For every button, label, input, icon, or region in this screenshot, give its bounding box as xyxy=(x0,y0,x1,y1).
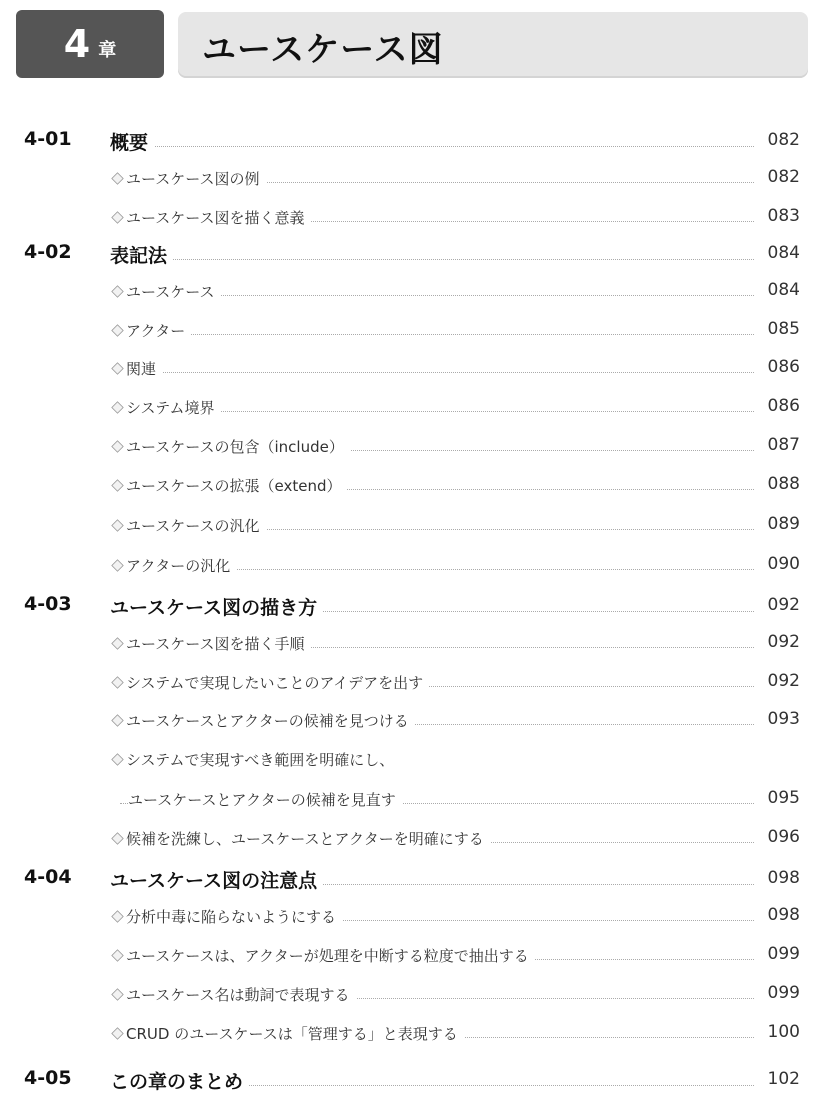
diamond-bullet-icon xyxy=(111,362,123,374)
page-number: 095 xyxy=(756,788,800,808)
page-number: 092 xyxy=(756,595,800,615)
toc-item-label: ユースケースの汎化 xyxy=(126,517,260,535)
toc-item-label: ユースケース xyxy=(126,283,215,301)
toc-item-text xyxy=(112,710,415,731)
toc-item-text xyxy=(112,672,429,693)
toc-item-row[interactable] xyxy=(0,670,818,696)
toc-item-label: アクター xyxy=(126,322,186,340)
section-number: 4-01 xyxy=(24,128,72,150)
diamond-bullet-icon xyxy=(111,172,123,184)
page-number: 088 xyxy=(756,474,800,494)
section-number: 4-04 xyxy=(24,866,72,888)
toc-item-label: ユースケース図を描く意義 xyxy=(126,209,305,227)
diamond-bullet-icon xyxy=(111,714,123,726)
page-number: 100 xyxy=(756,1022,800,1042)
page-number: 086 xyxy=(756,357,800,377)
toc-item-label: ユースケースとアクターの候補を見直す xyxy=(128,791,396,809)
section-title: 表記法 xyxy=(110,241,173,268)
diamond-bullet-icon xyxy=(111,440,123,452)
toc-item-text xyxy=(112,168,266,189)
toc-item-text xyxy=(112,320,191,341)
toc-item-text xyxy=(112,945,535,966)
toc-item-text xyxy=(112,555,236,576)
toc-item-row[interactable] xyxy=(0,318,818,344)
toc-item-label: ユースケースは、アクターが処理を中断する粒度で抽出する xyxy=(126,947,529,965)
toc-item-text xyxy=(112,281,221,302)
toc-item-text xyxy=(112,515,266,536)
page-number: 086 xyxy=(756,396,800,416)
toc-item-text xyxy=(112,1023,464,1044)
diamond-bullet-icon xyxy=(111,479,123,491)
page-number: 084 xyxy=(756,243,800,263)
page-number: 090 xyxy=(756,554,800,574)
diamond-bullet-icon xyxy=(111,559,123,571)
toc-item-label: システム境界 xyxy=(126,399,215,417)
toc-item-label: ユースケースの拡張（extend） xyxy=(126,477,342,495)
page-number: 089 xyxy=(756,514,800,534)
toc-item-row[interactable] xyxy=(0,826,818,852)
dot-leader xyxy=(120,334,754,335)
chapter-suffix: 章 xyxy=(98,40,117,61)
toc-item-label: CRUD のユースケースは「管理する」と表現する xyxy=(126,1025,458,1043)
toc-item-row[interactable] xyxy=(0,395,818,421)
dot-leader xyxy=(120,259,754,260)
dot-leader xyxy=(120,146,754,147)
diamond-bullet-icon xyxy=(111,519,123,531)
page-number: 099 xyxy=(756,983,800,1003)
section-number: 4-03 xyxy=(24,593,72,615)
toc-item-row[interactable] xyxy=(0,205,818,231)
toc-item-text xyxy=(112,436,350,457)
toc-item-text xyxy=(112,397,221,418)
page-number: 085 xyxy=(756,319,800,339)
diamond-bullet-icon xyxy=(111,1027,123,1039)
chapter-number: 4 xyxy=(63,22,91,66)
toc-item-label: ユースケース図の例 xyxy=(126,170,260,188)
page-number: 093 xyxy=(756,709,800,729)
toc-item-text xyxy=(112,633,311,654)
toc-item-label: ユースケースの包含（include） xyxy=(126,438,344,456)
page-number: 082 xyxy=(756,167,800,187)
diamond-bullet-icon xyxy=(111,637,123,649)
toc-item-label: 関連 xyxy=(126,360,157,378)
page-number: 098 xyxy=(756,905,800,925)
toc-item-row[interactable] xyxy=(0,747,818,773)
diamond-bullet-icon xyxy=(111,285,123,297)
toc-item-text xyxy=(112,749,400,770)
diamond-bullet-icon xyxy=(111,832,123,844)
toc-item-row[interactable] xyxy=(0,904,818,930)
section-title: ユースケース図の描き方 xyxy=(110,593,323,620)
page-number: 096 xyxy=(756,827,800,847)
toc-item-label: 候補を洗練し、ユースケースとアクターを明確にする xyxy=(126,830,484,848)
dot-leader xyxy=(120,372,754,373)
toc-item-row[interactable] xyxy=(0,553,818,579)
toc-item-row[interactable] xyxy=(0,473,818,499)
diamond-bullet-icon xyxy=(111,910,123,922)
toc-item-text xyxy=(112,358,162,379)
toc-section-row[interactable] xyxy=(0,128,818,158)
toc-item-label: アクターの汎化 xyxy=(126,557,231,575)
chapter-title: ユースケース図 xyxy=(202,30,444,70)
toc-item-text xyxy=(112,207,311,228)
toc-item-label: ユースケース図を描く手順 xyxy=(126,635,305,653)
toc-item-row[interactable] xyxy=(0,513,818,539)
toc-item-text xyxy=(112,475,347,496)
toc-item-label: ユースケースとアクターの候補を見つける xyxy=(126,712,409,730)
toc-item-text xyxy=(112,906,342,927)
section-title: この章のまとめ xyxy=(110,1067,249,1094)
toc-item-row[interactable] xyxy=(0,356,818,382)
page-number: 087 xyxy=(756,435,800,455)
section-title: ユースケース図の注意点 xyxy=(110,866,323,893)
section-number: 4-05 xyxy=(24,1067,72,1089)
toc-item-row[interactable] xyxy=(0,982,818,1008)
toc-item-text xyxy=(112,828,490,849)
chapter-header xyxy=(0,0,818,100)
toc-item-label: システムで実現すべき範囲を明確にし、 xyxy=(126,751,395,769)
page-number: 083 xyxy=(756,206,800,226)
toc-item-row[interactable] xyxy=(0,708,818,734)
diamond-bullet-icon xyxy=(111,676,123,688)
toc-item-row[interactable] xyxy=(0,631,818,657)
toc-item-row[interactable] xyxy=(0,166,818,192)
toc-item-continuation xyxy=(128,789,402,810)
toc-item-label: システムで実現したいことのアイデアを出す xyxy=(126,674,424,692)
section-number: 4-02 xyxy=(24,241,72,263)
toc-item-label: ユースケース名は動詞で表現する xyxy=(126,986,350,1004)
chapter-badge xyxy=(16,10,164,78)
page-number: 098 xyxy=(756,868,800,888)
toc-section-row[interactable] xyxy=(0,593,818,623)
diamond-bullet-icon xyxy=(111,211,123,223)
toc-item-row[interactable] xyxy=(0,434,818,460)
toc-item-row[interactable] xyxy=(0,1021,818,1047)
toc-item-row[interactable] xyxy=(0,279,818,305)
toc-item-row[interactable] xyxy=(0,943,818,969)
section-title: 概要 xyxy=(110,128,154,155)
chapter-title-box xyxy=(178,12,808,78)
page-number: 084 xyxy=(756,280,800,300)
toc-section-row[interactable] xyxy=(0,1067,818,1097)
toc-section-row[interactable] xyxy=(0,866,818,896)
page-number: 092 xyxy=(756,632,800,652)
page-number: 099 xyxy=(756,944,800,964)
diamond-bullet-icon xyxy=(111,988,123,1000)
page-number: 082 xyxy=(756,130,800,150)
diamond-bullet-icon xyxy=(111,324,123,336)
diamond-bullet-icon xyxy=(111,949,123,961)
toc-item-label: 分析中毒に陥らないようにする xyxy=(126,908,337,926)
toc-item-text xyxy=(112,984,356,1005)
page-number: 092 xyxy=(756,671,800,691)
page-number: 102 xyxy=(756,1069,800,1089)
diamond-bullet-icon xyxy=(111,401,123,413)
toc-section-row[interactable] xyxy=(0,241,818,271)
toc-item-continuation-row[interactable] xyxy=(0,787,818,813)
diamond-bullet-icon xyxy=(111,753,123,765)
